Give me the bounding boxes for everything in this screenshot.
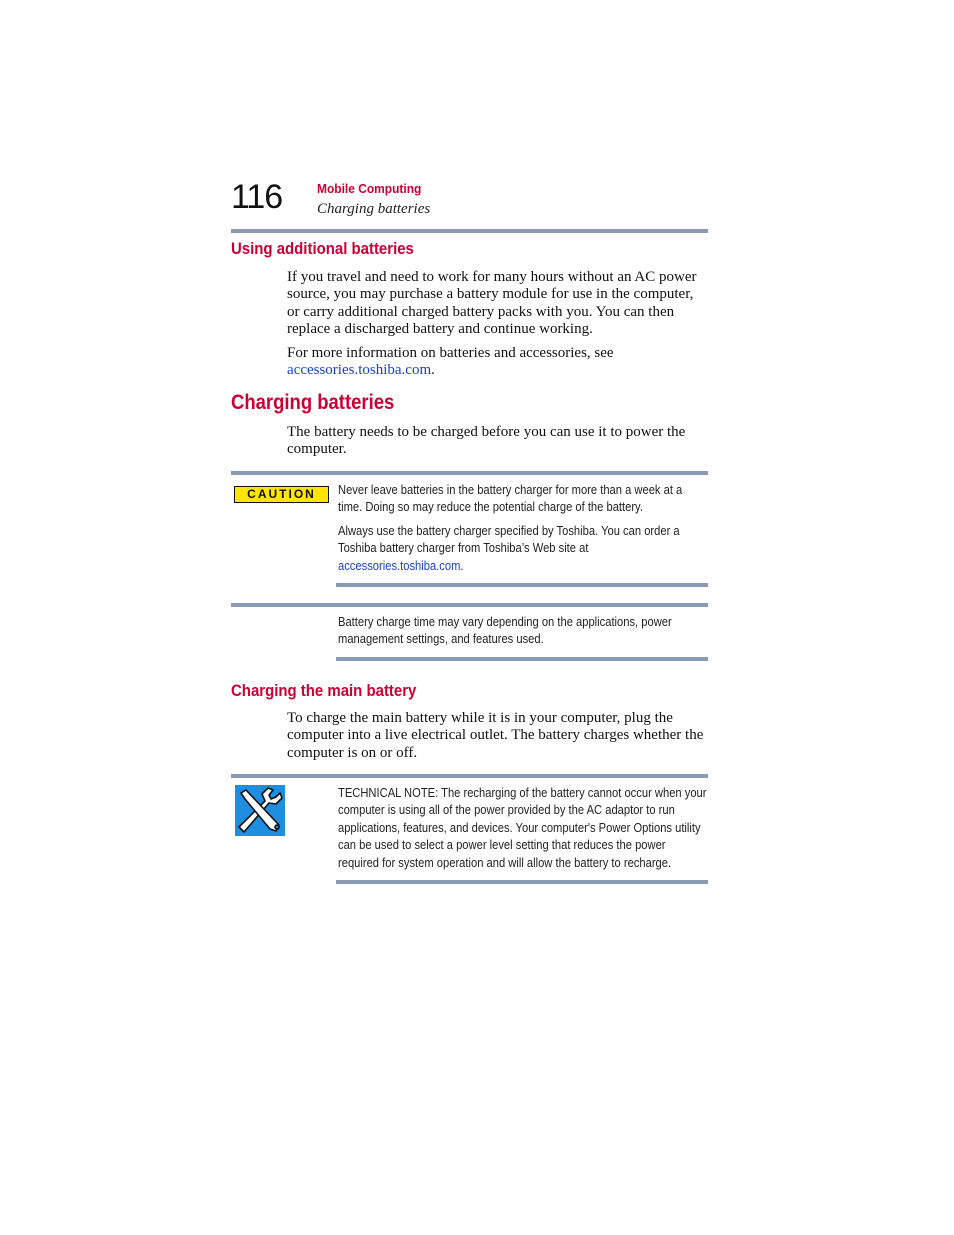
using-additional-paragraph: If you travel and need to work for many hours without an AC power source, you may purchase a battery module for use in the computer, or carry additional charged battery packs with you. You can then replace a discharged battery and continue working. bbox=[287, 269, 697, 337]
main-battery-paragraph: To charge the main battery while it is in your computer, plug the computer into a live electrical outlet. The battery charges whether the computer is on or off. bbox=[287, 710, 704, 761]
header-rule bbox=[231, 229, 708, 233]
tech-note-bottom-rule bbox=[336, 880, 708, 884]
section-title: Charging batteries bbox=[317, 201, 431, 217]
main-battery-body bbox=[287, 710, 708, 769]
chapter-title: Mobile Computing bbox=[317, 181, 422, 196]
caution-top-rule bbox=[231, 471, 708, 475]
more-info-text: For more information on batteries and accessories, see bbox=[287, 345, 614, 362]
caution-paragraph-2 bbox=[338, 522, 708, 574]
charging-paragraph: The battery needs to be charged before you can use it to power the computer. bbox=[287, 424, 686, 458]
tech-note-paragraph: TECHNICAL NOTE: The recharging of the battery cannot occur when your computer is using all of the power provided by the AC adaptor to run applications, features, and devices. Your computer's Power Options utility can be used to select a power level setting that reduces the power required for system operation and will allow the battery to recharge. bbox=[338, 785, 707, 870]
caution-accessories-link[interactable]: accessories.toshiba.com bbox=[338, 557, 461, 573]
more-info-paragraph bbox=[287, 345, 708, 380]
heading-charging-main-battery: Charging the main battery bbox=[231, 681, 417, 700]
tech-note-top-rule bbox=[231, 774, 708, 778]
heading-using-additional-batteries: Using additional batteries bbox=[231, 239, 414, 258]
using-additional-body bbox=[287, 269, 708, 387]
caution-badge: CAUTION bbox=[234, 486, 329, 503]
caution-text-2: Always use the battery charger specified by Toshiba. You can order a Toshiba battery charger from Toshiba’s Web site at bbox=[338, 522, 680, 556]
note-bottom-rule bbox=[336, 657, 708, 661]
caution-paragraph-1: Never leave batteries in the battery charger for more than a week at a time. Doing so may reduce the potential charge of the battery. bbox=[338, 482, 683, 515]
charging-body bbox=[287, 424, 708, 466]
heading-charging-batteries: Charging batteries bbox=[231, 391, 395, 414]
note-text bbox=[338, 613, 708, 654]
tech-note-text bbox=[338, 784, 708, 877]
caution-period: . bbox=[460, 557, 464, 573]
wrench-tools-icon bbox=[235, 785, 285, 836]
caution-bottom-rule bbox=[336, 583, 708, 587]
caution-text bbox=[338, 481, 708, 580]
more-info-period: . bbox=[431, 362, 435, 379]
accessories-link[interactable]: accessories.toshiba.com bbox=[287, 362, 432, 379]
page-number: 116 bbox=[231, 178, 283, 216]
note-paragraph: Battery charge time may vary depending on the applications, power management settings, and features used. bbox=[338, 614, 672, 647]
note-top-rule bbox=[231, 603, 708, 607]
